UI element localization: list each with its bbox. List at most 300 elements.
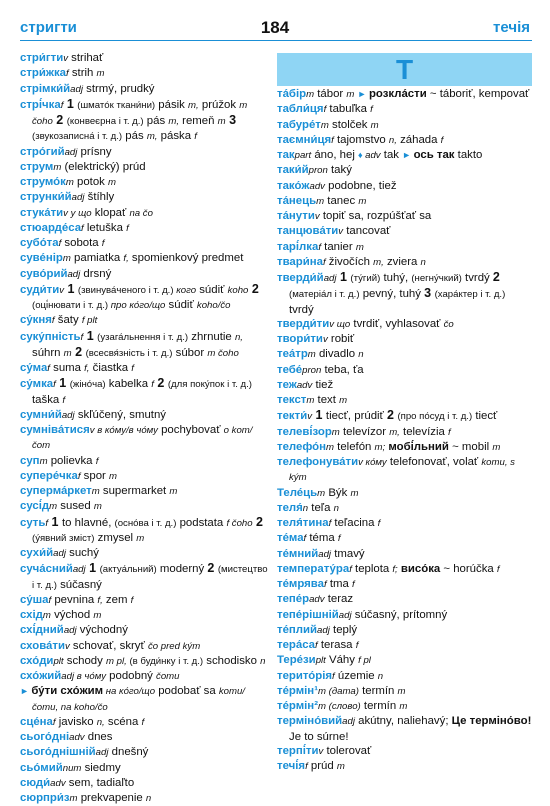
dictionary-entry xyxy=(277,209,532,224)
dictionary-entry xyxy=(20,454,268,469)
translation: šaty xyxy=(54,314,82,327)
grammar-label: f xyxy=(45,517,49,529)
dictionary-entry xyxy=(20,623,268,638)
translation: divadlo xyxy=(315,348,359,361)
grammar-label: adj xyxy=(318,548,332,560)
grammar-label: n xyxy=(145,793,152,804)
dictionary-entry xyxy=(20,251,268,266)
dictionary-entry xyxy=(277,440,532,455)
grammar-label: v xyxy=(63,53,68,64)
grammar-label: m (слово) xyxy=(318,701,361,712)
grammar-label: plt xyxy=(53,655,64,667)
grammar-label: num xyxy=(62,762,82,774)
sense-note: (жіно́ча) xyxy=(69,379,106,391)
dictionary-entry xyxy=(277,118,532,133)
translation: teba, ťa xyxy=(321,363,364,376)
headword: схід xyxy=(20,609,43,621)
grammar-label: f xyxy=(60,99,64,111)
grammar-label: f xyxy=(151,379,154,391)
dictionary-entry xyxy=(277,669,532,684)
grammar-label: adj xyxy=(317,624,330,636)
dictionary-entry xyxy=(20,776,268,791)
sense-number: 1 xyxy=(312,408,326,423)
headword: терпі́ти xyxy=(277,744,319,757)
translation: tak xyxy=(380,149,403,161)
sense-number: 1 xyxy=(85,561,100,576)
translation: súdiť xyxy=(196,283,228,296)
translation: východný xyxy=(76,624,128,637)
translation: tiež xyxy=(312,378,334,391)
grammar-label: n, xyxy=(388,134,397,146)
translation: podobať sa xyxy=(155,685,219,698)
headword: схо́ди xyxy=(20,654,54,667)
headword: стри́жка xyxy=(20,67,66,80)
translation: tmavý xyxy=(331,547,365,560)
translation: taška xyxy=(32,393,63,406)
dictionary-entry xyxy=(277,393,532,408)
dictionary-entry xyxy=(277,699,532,714)
grammar-label: m xyxy=(492,441,501,453)
sense-note: (мистецтво і т. д.) xyxy=(32,564,268,591)
translation: skľúčený, smutný xyxy=(74,408,166,421)
sense-number: 2 xyxy=(71,344,86,359)
grammar-label: adv xyxy=(296,379,313,391)
grammar-label: m, xyxy=(389,426,400,438)
sense-note: (для поку́пок і т. д.) xyxy=(167,379,253,391)
sense-number: 1 xyxy=(63,96,78,111)
grammar-label: f xyxy=(322,256,326,268)
dictionary-entry xyxy=(20,730,268,745)
translation: prúd xyxy=(307,760,337,772)
translation: topiť sa, rozpúšťať sa xyxy=(319,210,432,222)
sense-note: (у́явний зміст) xyxy=(32,532,95,544)
grammar-label: komu, s kým xyxy=(289,457,515,484)
grammar-label: f xyxy=(47,363,50,374)
translation: pevnina xyxy=(51,593,98,606)
dictionary-entry xyxy=(277,547,532,562)
headword: суво́рий xyxy=(20,267,68,280)
dictionary-entry xyxy=(277,623,532,638)
grammar-label: na čo xyxy=(129,207,153,219)
dictionary-entry xyxy=(277,270,532,317)
sense-note: (в буди́нку і т. д.) xyxy=(126,655,204,667)
page-header xyxy=(0,16,550,40)
grammar-label: f plt xyxy=(81,315,98,327)
grammar-label: f xyxy=(101,238,105,249)
dictionary-entry xyxy=(277,714,532,744)
grammar-label: m xyxy=(217,116,226,127)
grammar-label: v ко́му xyxy=(358,457,387,468)
translation: súbor xyxy=(172,346,208,359)
translation: súdiť xyxy=(165,299,197,311)
headword: та́нець xyxy=(277,194,317,207)
grammar-label: adv xyxy=(69,732,85,743)
grammar-label: f xyxy=(447,426,451,438)
phrase: висо́ка xyxy=(397,562,441,575)
headword: те́рмін¹ xyxy=(277,684,318,697)
dictionary-entry xyxy=(20,282,268,314)
sense-note: (всесвя́зність і т. д.) xyxy=(85,347,173,359)
grammar-label: f, xyxy=(97,594,103,606)
headword: стри́гти xyxy=(20,52,64,64)
headword: Теле́ць xyxy=(277,486,318,499)
translation: potok xyxy=(73,176,109,188)
translation: tábor xyxy=(314,88,347,100)
headword: тако́ж xyxy=(277,179,310,192)
translation: teraz xyxy=(324,593,354,606)
grammar-label: v у що xyxy=(63,207,92,219)
grammar-label: m xyxy=(65,177,74,188)
grammar-label: f xyxy=(51,315,55,327)
translation: teľacina xyxy=(331,517,378,529)
dictionary-entry xyxy=(277,531,532,546)
headword: суве́нір xyxy=(20,252,63,265)
grammar-label: f xyxy=(328,518,332,529)
dictionary-entry xyxy=(277,501,532,516)
grammar-label: f xyxy=(323,104,327,116)
sense-number: 1 xyxy=(83,328,98,343)
headword: табуре́т xyxy=(277,118,321,131)
grammar-label: m xyxy=(326,441,334,453)
dictionary-entry xyxy=(277,332,532,347)
headword: телефо́н xyxy=(277,440,326,453)
dictionary-entry xyxy=(277,179,532,194)
grammar-label: m xyxy=(42,610,51,621)
translation: strih xyxy=(68,67,97,80)
headword: су́кня xyxy=(20,314,52,327)
translation: spomienkový predmet xyxy=(128,252,244,265)
headword: суди́ти xyxy=(20,283,60,296)
headword: су́мка xyxy=(20,378,54,391)
grammar-label: m xyxy=(339,395,348,406)
grammar-label: m xyxy=(336,761,345,772)
grammar-label: m xyxy=(331,426,340,438)
translation: tabuľka xyxy=(326,103,371,116)
headword: та́нути xyxy=(277,210,315,222)
grammar-label: adv xyxy=(50,777,66,789)
dictionary-entry xyxy=(277,516,532,531)
grammar-label: f xyxy=(48,594,52,606)
dictionary-entry xyxy=(20,484,268,499)
dictionary-entry xyxy=(20,82,268,97)
grammar-label: n xyxy=(377,670,384,682)
translation: zem xyxy=(102,593,131,606)
sense-note: (актуа́льний) xyxy=(99,564,157,576)
grammar-label: plt xyxy=(315,655,326,667)
grammar-label: f xyxy=(131,363,134,374)
header-rule xyxy=(20,40,532,41)
grammar-label: f xyxy=(130,594,134,606)
grammar-label: v xyxy=(314,211,320,222)
dictionary-entry xyxy=(20,561,268,593)
sense-note: (звинува́ченого і т. д.) xyxy=(77,284,174,296)
headword: схі́дний xyxy=(20,624,64,637)
dictionary-entry xyxy=(20,236,268,251)
translation: suchý xyxy=(65,547,99,559)
grammar-label: m xyxy=(306,89,315,100)
translation: územie xyxy=(334,669,378,682)
dictionary-entry xyxy=(20,329,268,362)
dictionary-entry xyxy=(277,562,532,577)
headword: теля́тина xyxy=(277,517,329,529)
headword: стрімки́й xyxy=(20,82,71,95)
dictionary-entry xyxy=(277,425,532,440)
headword: сухи́й xyxy=(20,547,54,559)
grammar-label: koho/čo xyxy=(196,300,231,311)
grammar-label: v що xyxy=(329,318,351,330)
grammar-label: про ко́го/що xyxy=(108,300,166,311)
translation: tma xyxy=(326,578,352,590)
grammar-label: f xyxy=(141,716,145,728)
grammar-label: m xyxy=(307,349,316,361)
translation: telefón xyxy=(334,440,375,453)
dictionary-entry xyxy=(20,175,268,190)
translation: podobne, tiež xyxy=(324,179,397,192)
headword: схова́ти xyxy=(20,639,65,652)
translation: zviera xyxy=(383,255,421,268)
grammar-label: m xyxy=(93,501,102,513)
translation: súčasný xyxy=(56,578,102,591)
translation: terasa xyxy=(317,639,356,651)
dictionary-entry xyxy=(277,317,532,332)
translation: strmý, prudký xyxy=(82,82,155,95)
dictionary-entry xyxy=(277,87,532,102)
grammar-label: m xyxy=(53,161,62,173)
translation: suma xyxy=(49,362,85,374)
grammar-label: v xyxy=(338,226,344,238)
translation: súhrn xyxy=(32,346,64,359)
dictionary-entry xyxy=(20,66,268,81)
dictionary-entry xyxy=(20,97,268,145)
translation: tanec xyxy=(324,194,359,207)
grammar-label: v xyxy=(322,334,328,345)
phrase: мобі́льний xyxy=(385,440,449,453)
sense-number: 1 xyxy=(48,514,62,529)
headword: сьо́мий xyxy=(20,761,63,774)
dictionary-entry xyxy=(20,423,268,454)
translation: pamiatka xyxy=(70,252,124,265)
grammar-label: f xyxy=(355,640,359,651)
headword: теж xyxy=(277,378,297,391)
translation: prísny xyxy=(77,145,112,158)
translation: siedmy xyxy=(81,761,121,774)
grammar-label: v xyxy=(307,411,312,423)
grammar-label: f xyxy=(95,455,99,467)
sense-note: (матеріа́л і т. д.) xyxy=(289,289,360,301)
translation: prekvapenie xyxy=(77,792,146,804)
grammar-label: adj xyxy=(342,716,355,728)
dictionary-entry xyxy=(277,378,532,393)
grammar-label: adv xyxy=(365,150,381,161)
translation: áno, hej xyxy=(311,149,359,161)
grammar-label: part xyxy=(294,150,312,161)
translation: takto xyxy=(454,149,483,161)
headword: телефонува́ти xyxy=(277,456,359,468)
dictionary-entry xyxy=(20,221,268,236)
grammar-label: m xyxy=(399,701,408,712)
grammar-label: o kom/čom xyxy=(32,425,253,452)
headword: струнки́й xyxy=(20,191,72,204)
grammar-label: m čoho xyxy=(32,99,248,127)
dictionary-entry xyxy=(20,546,268,561)
grammar-label: adj xyxy=(53,548,66,559)
headword: танцюва́ти xyxy=(277,225,339,238)
section-letter-banner: Т xyxy=(277,53,532,86)
headword: текст xyxy=(277,394,307,406)
headword: струмо́к xyxy=(20,176,66,188)
translation: sused xyxy=(57,500,94,513)
phrase: бу́ти схо́жим xyxy=(31,685,104,698)
translation: tvrdiť, vyhlasovať xyxy=(350,317,444,330)
grammar-label: m (дата) xyxy=(318,685,359,697)
translation: pás xyxy=(143,115,169,127)
translation: pás xyxy=(122,130,147,143)
dictionary-entry xyxy=(20,408,268,423)
sense-note: (шматóк ткани́ни) xyxy=(77,99,156,111)
translation: Je to súrne! xyxy=(289,730,349,743)
translation: Váhy xyxy=(325,654,359,667)
headword: сюди́ xyxy=(20,776,51,789)
translation: stolček xyxy=(328,118,371,131)
grammar-label: f, xyxy=(123,253,129,265)
grammar-label: f xyxy=(440,134,444,146)
grammar-label: pron xyxy=(302,364,322,376)
dictionary-entry xyxy=(277,255,532,270)
headword: суча́сний xyxy=(20,563,73,576)
translation: drsný xyxy=(80,267,112,280)
headword: таки́й xyxy=(277,164,309,177)
bullet-icon: ♦ xyxy=(358,150,366,160)
grammar-label: f čoho xyxy=(226,517,253,529)
headword: суку́пність xyxy=(20,330,81,343)
grammar-label: m xyxy=(63,347,72,359)
dictionary-entry xyxy=(20,745,268,760)
grammar-label: n xyxy=(420,256,426,268)
translation: sobota xyxy=(61,237,102,249)
grammar-label: m xyxy=(397,685,406,697)
phrase: Це терміно́во! xyxy=(451,715,532,728)
sense-note: (ту́гий) xyxy=(350,273,381,284)
grammar-label: m xyxy=(93,610,102,621)
translation: letuška xyxy=(83,221,127,234)
headword: сього́днішній xyxy=(20,746,96,759)
translation: tvrdý xyxy=(461,272,493,284)
sense-number: 2 xyxy=(387,408,398,423)
headword: те́ма xyxy=(277,532,304,545)
grammar-label: v xyxy=(59,284,64,296)
grammar-label: v xyxy=(64,640,70,652)
grammar-label: n, xyxy=(96,716,105,728)
dictionary-entry xyxy=(277,744,532,759)
headword: супере́чка xyxy=(20,469,78,482)
headword: те́мний xyxy=(277,547,319,560)
dictionary-entry xyxy=(20,639,268,654)
translation: zhrnutie xyxy=(188,330,235,343)
sense-number: 3 xyxy=(424,286,435,301)
grammar-label: m xyxy=(346,89,355,100)
dictionary-entry xyxy=(20,654,268,669)
phrase: ось так xyxy=(413,149,455,161)
dictionary-entry xyxy=(277,638,532,653)
grammar-label: koho xyxy=(227,284,249,296)
translation: zmysel xyxy=(94,531,137,544)
grammar-label: f xyxy=(351,579,355,590)
dictionary-entry xyxy=(277,347,532,362)
grammar-label: m xyxy=(316,195,325,207)
sense-note: (звукозаписна́ і т. д.) xyxy=(32,131,123,143)
translation: robiť xyxy=(327,333,355,345)
grammar-label: на ко́го/що xyxy=(103,686,156,698)
dictionary-entry xyxy=(277,684,532,699)
translation: javisko xyxy=(55,715,97,728)
grammar-label: m čoho xyxy=(207,347,239,359)
translation: pásik xyxy=(155,98,189,111)
headword: сце́на xyxy=(20,715,53,728)
dictionary-entry xyxy=(20,190,268,205)
grammar-label: f; xyxy=(392,563,398,575)
headword: стюарде́са xyxy=(20,221,82,234)
headword: твари́на xyxy=(277,255,323,268)
headword: те́плий xyxy=(277,623,318,636)
grammar-label: n xyxy=(302,502,309,514)
grammar-label: f xyxy=(77,470,81,482)
dictionary-entry xyxy=(277,759,532,774)
headword: субо́та xyxy=(20,237,59,249)
dictionary-entry xyxy=(277,363,532,378)
grammar-label: m xyxy=(69,793,78,804)
translation: supermarket xyxy=(99,485,170,497)
grammar-label: m xyxy=(49,501,58,513)
translation: prúžok xyxy=(198,98,240,111)
translation: čiastka xyxy=(89,362,132,374)
translation: schody xyxy=(63,654,106,667)
headword: тарі́лка xyxy=(277,240,319,253)
page-number: 184 xyxy=(260,18,290,37)
grammar-label: adj xyxy=(72,564,86,576)
grammar-label: f xyxy=(194,131,197,143)
grammar-label: f xyxy=(66,68,69,80)
headword: температу́ра xyxy=(277,562,350,575)
grammar-label: m xyxy=(169,486,178,497)
sense-note: (оці́нювати і т. д.) xyxy=(32,300,109,311)
grammar-label: f xyxy=(58,238,62,249)
dictionary-entry xyxy=(277,240,532,255)
headword: тверди́ти xyxy=(277,317,330,330)
translation: to hlavné, xyxy=(61,516,115,529)
grammar-label: f xyxy=(349,563,352,575)
grammar-label: adj xyxy=(338,609,352,621)
header-first-word: стригти xyxy=(20,19,77,36)
translation: tajomstvo xyxy=(333,133,389,146)
grammar-label: f xyxy=(318,241,321,253)
headword: терміно́вий xyxy=(277,715,343,728)
bullet-icon: ► xyxy=(402,150,414,160)
grammar-label: f pl xyxy=(358,655,371,667)
sense-number: 3 xyxy=(225,113,237,127)
translation: kabelka xyxy=(105,378,152,391)
dictionary-entry xyxy=(277,592,532,607)
grammar-label: adj xyxy=(64,146,78,158)
grammar-label: m xyxy=(109,470,117,482)
grammar-label: adj в чо́му xyxy=(61,671,106,682)
translation: scéna xyxy=(104,715,142,728)
grammar-label: f xyxy=(81,222,84,234)
translation: záhada xyxy=(396,133,441,146)
dictionary-entry xyxy=(277,102,532,117)
headword: тепе́рішній xyxy=(277,608,339,621)
dictionary-entry xyxy=(20,376,268,408)
translation: tiecť xyxy=(472,410,498,423)
